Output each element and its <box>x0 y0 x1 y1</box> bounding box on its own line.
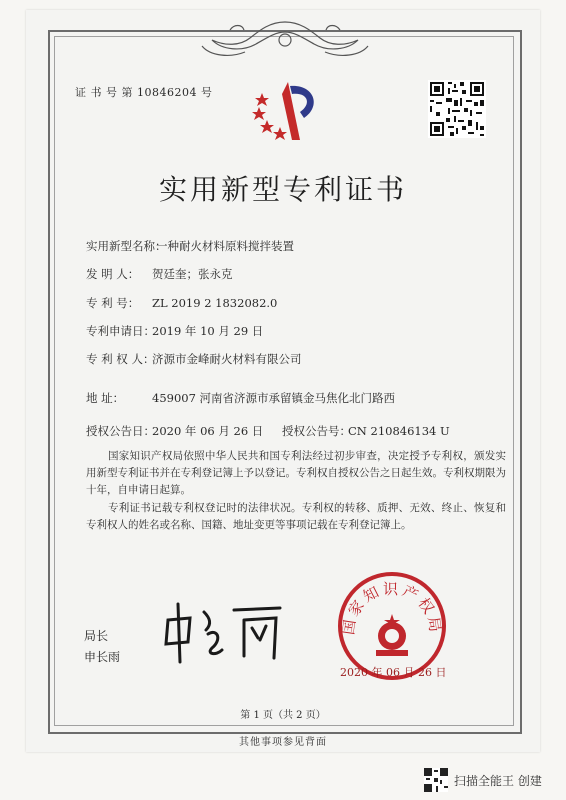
field-inventor-value: 贺廷奎；张永克 <box>152 267 233 281</box>
field-patent-no-row <box>86 295 277 311</box>
field-patentee-value: 济源市金峰耐火材料有限公司 <box>152 352 302 366</box>
signatory-title: 局长 <box>84 629 109 643</box>
scanner-badge-text: 扫描全能王 创建 <box>454 773 542 788</box>
field-patent-no-label: 专 利 号： <box>86 296 140 310</box>
field-announce-no-label: 授权公告号： <box>282 424 351 438</box>
seal-date: 2020 年 06 月 26 日 <box>340 666 447 679</box>
field-announce-no-value: CN 210846134 U <box>348 424 450 438</box>
signature-icon <box>160 598 290 668</box>
field-address-value: 459007 河南省济源市承留镇金马焦化北门路西 <box>152 391 396 405</box>
field-filing-date-label: 专利申请日： <box>86 324 155 338</box>
seal-text: 国家知识产权局 <box>339 580 445 636</box>
ornament-icon <box>190 16 380 60</box>
page-indicator: 第 1 页（共 2 页） <box>240 710 326 721</box>
field-inventor-row <box>86 266 233 282</box>
field-address-label: 地 址： <box>86 391 125 405</box>
field-name-value: 一种耐火材料原料搅拌装置 <box>156 239 294 253</box>
field-patentee-row <box>86 351 302 367</box>
field-announce-date-row <box>86 423 263 439</box>
scanner-qr-icon <box>424 768 448 792</box>
field-announce-date-value: 2020 年 06 月 26 日 <box>152 424 264 438</box>
certificate-title: 实用新型专利证书 <box>158 173 407 206</box>
cnipa-logo-icon <box>252 76 322 146</box>
field-filing-date-value: 2019 年 10 月 29 日 <box>152 324 264 338</box>
field-address-row <box>86 390 395 406</box>
signatory-name: 申长雨 <box>84 650 121 664</box>
field-announce-no-row <box>282 423 450 439</box>
qr-code-icon <box>428 80 486 138</box>
back-note: 其他事项参见背面 <box>239 737 327 748</box>
field-patentee-label: 专 利 权 人： <box>86 352 155 366</box>
field-inventor-label: 发 明 人： <box>86 267 140 281</box>
field-filing-date-row <box>86 323 263 339</box>
field-name-row <box>86 238 294 254</box>
body-paragraph-1: 国家知识产权局依照中华人民共和国专利法经过初步审查，决定授予专利权，颁发实用新型专利证书并在专利登记簿上予以登记。专利权自授权公告之日起生效。专利权期限为十年，自申请日起算。 <box>86 450 506 496</box>
field-announce-date-label: 授权公告日： <box>86 424 155 438</box>
field-patent-no-value: ZL 2019 2 1832082.0 <box>152 296 278 310</box>
body-paragraph-2: 专利证书记载专利权登记时的法律状况。专利权的转移、质押、无效、终止、恢复和专利权人的姓名或名称、国籍、地址变更等事项记载在专利登记簿上。 <box>86 502 506 531</box>
scanner-badge <box>424 768 542 792</box>
field-name-label: 实用新型名称： <box>86 239 167 253</box>
certificate-number: 证 书 号 第 10846204 号 <box>75 86 213 99</box>
